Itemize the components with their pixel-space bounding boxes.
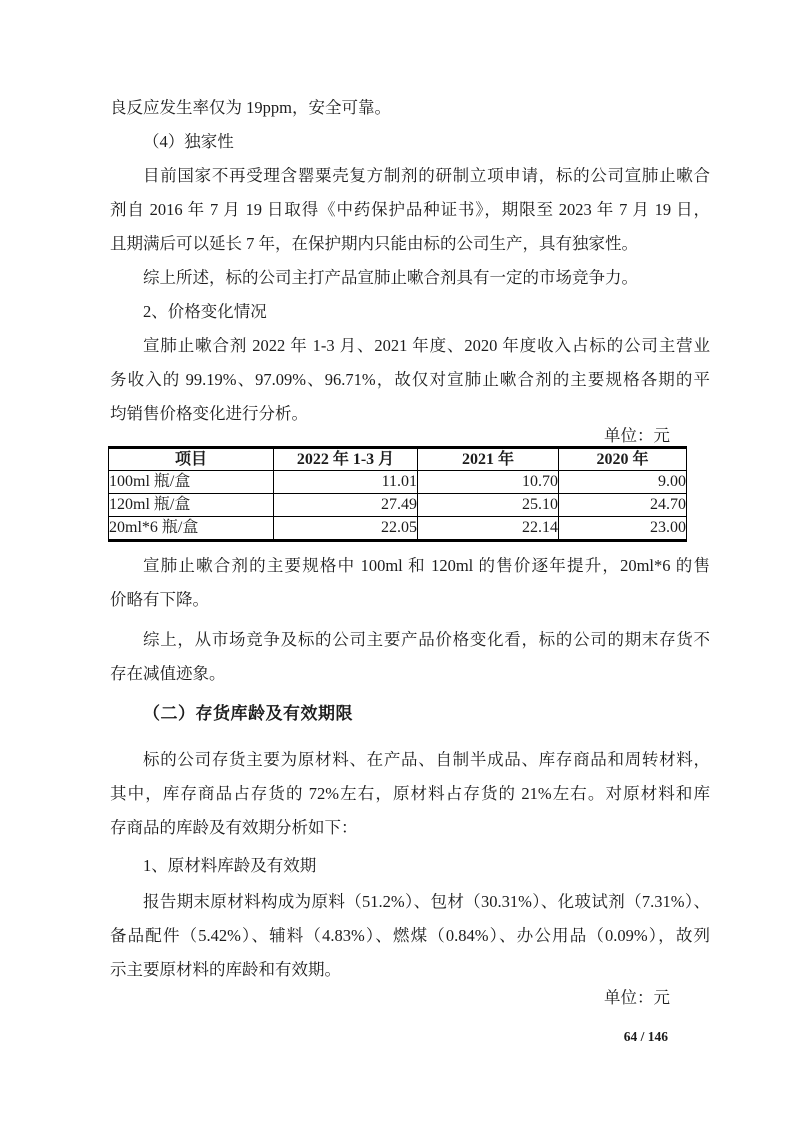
table-cell-item: 20ml*6 瓶/盒 (109, 517, 274, 541)
table-row (109, 494, 687, 517)
paragraph-line: 备品配件（5.42%）、辅料（4.83%）、燃煤（0.84%）、办公用品（0.09%），故列 (110, 926, 710, 945)
unit-label-bottom: 单位：元 (604, 988, 670, 1007)
table-cell-item: 120ml 瓶/盒 (109, 494, 274, 517)
paragraph-line: 务收入的 99.19%、97.09%、96.71%，故仅对宣肺止嗽合剂的主要规格各期的平 (110, 370, 710, 389)
table-header-cell: 2021 年 (418, 448, 559, 471)
table-cell-value: 22.14 (418, 517, 559, 541)
paragraph-line: 示主要原材料的库龄和有效期。 (110, 960, 341, 979)
paragraph-line: 均销售价格变化进行分析。 (110, 404, 308, 423)
unit-label-top: 单位：元 (604, 426, 670, 445)
subheading-exclusivity: （4）独家性 (143, 132, 234, 151)
table-cell-value: 11.01 (274, 471, 418, 494)
table-header-cell: 2020 年 (559, 448, 687, 471)
paragraph-line: 报告期末原材料构成为原料（51.2%）、包材（30.31%）、化玻试剂（7.31%）、 (143, 892, 710, 911)
table-cell-item: 100ml 瓶/盒 (109, 471, 274, 494)
paragraph-line: 其中，库存商品占存货的 72%左右，原材料占存货的 21%左右。对原材料和库 (110, 784, 710, 803)
paragraph-price-trend (110, 549, 710, 617)
table-cell-value: 10.70 (418, 471, 559, 494)
paragraph-price-overview (110, 329, 710, 431)
paragraph-line: 宣肺止嗽合剂 2022 年 1-3 月、2021 年度、2020 年度收入占标的公司主营业 (143, 336, 710, 355)
paragraph-line: 存在减值迹象。 (110, 664, 226, 683)
paragraph-competitiveness-summary: 综上所述，标的公司主打产品宣肺止嗽合剂具有一定的市场竞争力。 (143, 268, 638, 287)
table-cell-value: 23.00 (559, 517, 687, 541)
table-cell-value: 22.05 (274, 517, 418, 541)
table-header-cell: 项目 (109, 448, 274, 471)
price-table (108, 446, 687, 542)
table-cell-value: 24.70 (559, 494, 687, 517)
table-cell-value: 9.00 (559, 471, 687, 494)
section-heading-inventory-age: （二）存货库龄及有效期限 (143, 704, 353, 723)
paragraph-line: 剂自 2016 年 7 月 19 日取得《中药保护品种证书》，期限至 2023 年 7 月 19 日， (110, 200, 710, 219)
paragraph-exclusivity (110, 159, 710, 261)
paragraph-raw-material-composition (110, 885, 710, 987)
paragraph-line: 标的公司存货主要为原材料、在产品、自制半成品、库存商品和周转材料， (143, 750, 710, 769)
table-cell-value: 27.49 (274, 494, 418, 517)
table-row (109, 517, 687, 541)
paragraph-line: 价略有下降。 (110, 590, 209, 609)
paragraph-line: 综上，从市场竞争及标的公司主要产品价格变化看，标的公司的期末存货不 (143, 630, 710, 649)
table-header-cell: 2022 年 1-3 月 (274, 448, 418, 471)
page-number: 64 / 146 (623, 1029, 668, 1044)
page-content (110, 0, 710, 1051)
paragraph-inventory-composition (110, 743, 710, 845)
paragraph-line: 且期满后可以延长 7 年，在保护期内只能由标的公司生产，具有独家性。 (110, 234, 638, 253)
paragraph-inventory-conclusion (110, 623, 710, 691)
subheading-price-change: 2、价格变化情况 (143, 302, 267, 321)
table-header-row (109, 448, 687, 471)
table-row (109, 471, 687, 494)
table-cell-value: 25.10 (418, 494, 559, 517)
paragraph-adverse-reaction-continuation: 良反应发生率仅为 19ppm，安全可靠。 (110, 98, 391, 117)
paragraph-line: 存商品的库龄及有效期分析如下： (110, 818, 358, 837)
paragraph-line: 宣肺止嗽合剂的主要规格中 100ml 和 120ml 的售价逐年提升，20ml*6 的售 (143, 556, 710, 575)
subheading-raw-material-age: 1、原材料库龄及有效期 (143, 856, 317, 875)
paragraph-line: 目前国家不再受理含罂粟壳复方制剂的研制立项申请，标的公司宣肺止嗽合 (143, 166, 710, 185)
